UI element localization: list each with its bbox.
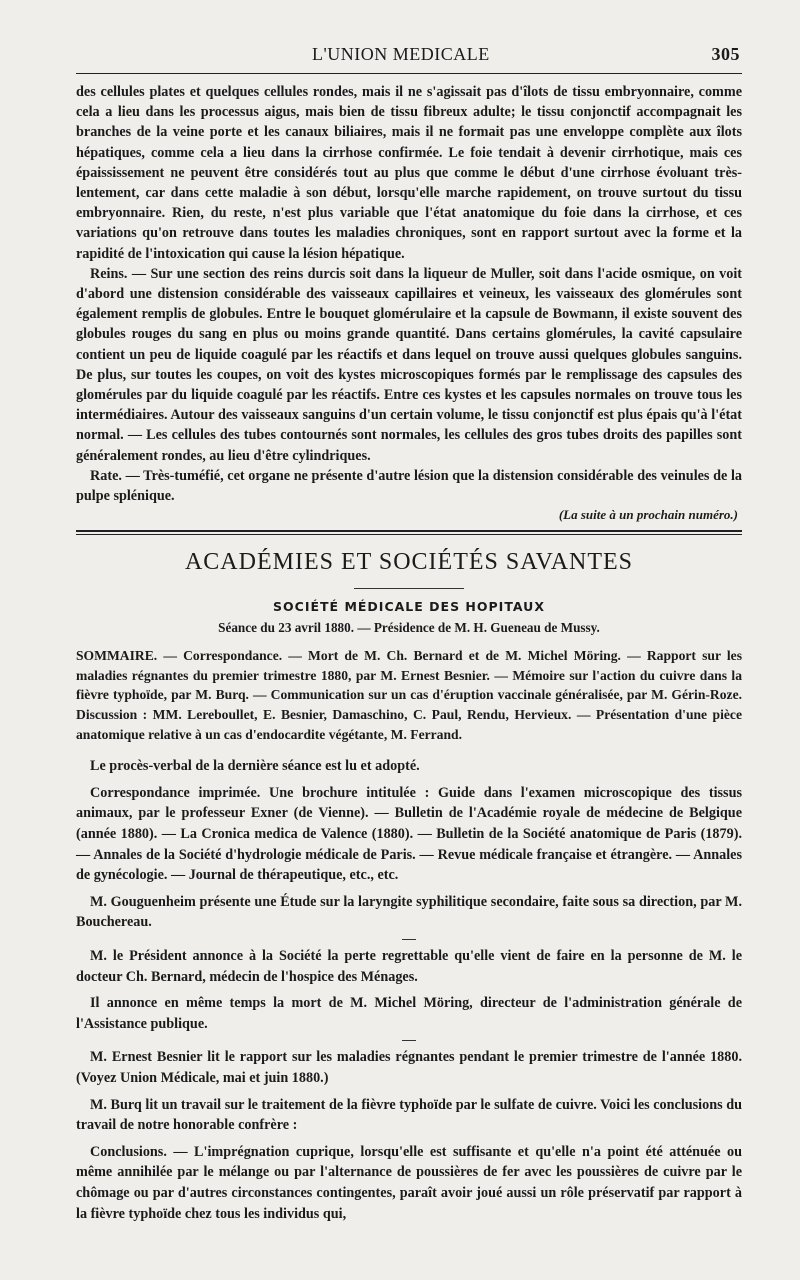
seance-line: Séance du 23 avril 1880. — Présidence de M. H. Gueneau de Mussy. <box>218 620 600 636</box>
correspondence-paragraph: Correspondance imprimée. Une brochure intitulée : Guide dans l'examen microscopique des tissus animaux, par le professeur Exner (de Vienne). — Bulletin de l'Académie royale de médecine de Belgique (année 1880). — La Cronica medica de Valence (1880). — Bulletin de la Société anatomique de Paris (1879). — Annales de la Société d'hydrologie médicale de Paris. — Revue médicale française et étrangère. — Annales de gynécologie. — Journal de thérapeutique, etc., etc. <box>76 784 742 884</box>
moring-paragraph: Il annonce en même temps la mort de M. Michel Möring, directeur de l'administration générale de l'Assistance publique. <box>76 995 742 1032</box>
society-name: SOCIÉTÉ MÉDICALE DES HOPITAUX <box>273 599 545 615</box>
title-rule <box>354 588 464 589</box>
continued-note: (La suite à un prochain numéro.) <box>558 507 738 523</box>
page-number: 305 <box>711 44 740 64</box>
section-title: ACADÉMIES ET SOCIÉTÉS SAVANTES <box>184 549 634 576</box>
minutes-paragraph: Le procès-verbal de la dernière séance est lu et adopté. <box>90 758 420 775</box>
proceedings <box>76 756 742 1224</box>
burq-paragraph: M. Burq lit un travail sur le traitement de la fièvre typhoïde par le sulfate de cuivre. Voici les conclusions du travail de notre honorable confrère : <box>76 1096 742 1134</box>
gouguenheim-paragraph: M. Gouguenheim présente une Étude sur la laryngite syphilitique secondaire, faite sous sa direction, par M. Bouchereau. <box>76 893 742 931</box>
besnier-paragraph: M. Ernest Besnier lit le rapport sur les maladies régnantes pendant le premier trimestre de l'année 1880. (Voyez Union Médicale, mai et juin 1880.) <box>76 1049 742 1086</box>
running-head <box>76 44 742 65</box>
article-continuation <box>76 82 742 524</box>
separator-dash <box>402 939 416 940</box>
conclusions-paragraph: Conclusions. — L'imprégnation cuprique, lorsqu'elle est suffisante et qu'elle n'a point été atténuée ou même annihilée par le mélange ou par l'alternance de poussières de fer avec les poussières de cuivre par le chômage ou par d'autres circonstances contingentes, paraît avoir joué aussi un rôle préservatif par rapport à la fièvre typhoïde chez tous les individus qui, <box>76 1143 742 1222</box>
kidneys-paragraph: Reins. — Sur une section des reins durcis soit dans la liqueur de Muller, soit dans l'acide osmique, on voit d'abord une distension considérable des vaisseaux capillaires et veineux, les vaisseaux des glomérules sont également remplis de globules. Entre le bouquet glomérulaire et la capsule de Bowmann, il existe souvent des globules rouges du sang en plus ou moins grande quantité. Dans certains glomérules, la cavité capsulaire contient un peu de liquide coagulé par les réactifs et dans lequel on trouve aussi quelques globules sanguins. De plus, sur toutes les coupes, on voit des kystes microscopiques formés par le remplissage des capsules des glomérules par du liquide coagulé par les réactifs. Entre ces kystes et les capsules normales on trouve tous les intermédiaires. Autour des vaisseaux sanguins d'un certain volume, le tissu conjonctif est plus épais qu'à l'état normal. — Les cellules des tubes contournés sont normales, les cellules des gros tubes droits des papilles sont généralement rondes, au lieu d'être cylindriques. <box>76 265 742 464</box>
spleen-paragraph: Rate. — Très-tuméfié, cet organe ne présente d'autre lésion que la distension considérable des veinules de la pulpe splénique. <box>76 467 742 505</box>
summary-text: SOMMAIRE. — Correspondance. — Mort de M. Ch. Bernard et de M. Michel Möring. — Rapport sur les maladies régnantes du premier trimestre 1880, par M. Ernest Besnier. — Mémoire sur l'action du cuivre dans la fièvre typhoïde, par M. Burq. — Communication sur un cas d'éruption vaccinale généralisée, par M. Gérin-Roze. Discussion : MM. Lereboullet, E. Besnier, Damaschino, C. Paul, Rendu, Hervieux. — Présentation d'une pièce anatomique relative à un cas d'endocardite végétante, M. Ferrand. <box>76 648 742 742</box>
journal-title: L'UNION MEDICALE <box>312 44 490 64</box>
header-rule <box>76 73 742 74</box>
liver-paragraph: des cellules plates et quelques cellules rondes, mais il ne s'agissait pas d'îlots de tissu embryonnaire, comme cela a lieu dans les processus aigus, mais bien de tissu fibreux adulte; le tissu conjonctif accompagnait les branches de la veine porte et les canaux biliaires, mais il ne formait pas une enveloppe complète aux îlots hépatiques, comme cela a lieu dans la cirrhose confirmée. Le foie tendait à devenir cirrhotique, mais ces épaississement ne peuvent être considérés tout au plus que comme le début d'une cirrhose évoluant très-lentement, car dans cette maladie à son début, lorsqu'elle marche rapidement, on trouve surtout du tissu embryonnaire. Rien, du reste, n'est plus variable que l'état anatomique du foie dans la cirrhose, et ces variations qu'on retrouve dans toutes les maladies chroniques, sont en rapport surtout avec la forme et la rapidité de l'intoxication qui cause la lésion hépatique. <box>76 84 742 262</box>
separator-dash <box>402 1040 416 1041</box>
section-divider <box>76 530 742 535</box>
president-paragraph: M. le Président annonce à la Société la perte regrettable qu'elle vient de faire en la personne de M. le docteur Ch. Bernard, médecin de l'hospice des Ménages. <box>76 947 742 985</box>
summary <box>76 646 742 744</box>
